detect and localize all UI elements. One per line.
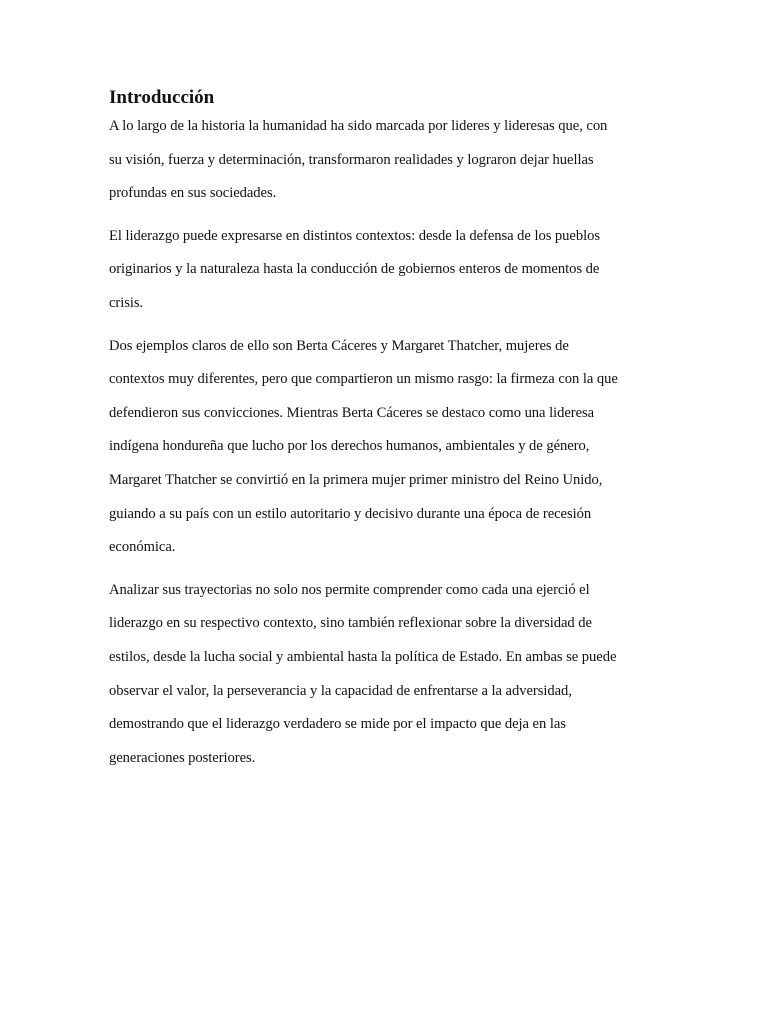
- paragraph-4: [109, 574, 661, 776]
- text-line: defendieron sus convicciones. Mientras Berta Cáceres se destaco como una lideresa: [109, 404, 595, 421]
- document-title: Introducción: [109, 87, 215, 108]
- text-line: indígena hondureña que lucho por los derechos humanos, ambientales y de género,: [109, 438, 590, 455]
- text-line: guiando a su país con un estilo autoritario y decisivo durante una época de recesión: [109, 505, 592, 522]
- text-line: Margaret Thatcher se convirtió en la primera mujer primer ministro del Reino Unido,: [109, 471, 603, 488]
- text-line: originarios y la naturaleza hasta la conducción de gobiernos enteros de momentos de: [109, 261, 600, 278]
- text-line: crisis.: [109, 294, 144, 311]
- paragraph-2: [109, 220, 661, 321]
- text-line: Analizar sus trayectorias no solo nos permite comprender como cada una ejerció el: [109, 581, 590, 598]
- text-line: liderazgo en su respectivo contexto, sino también reflexionar sobre la diversidad de: [109, 615, 592, 632]
- paragraph-3: [109, 330, 661, 565]
- text-line: generaciones posteriores.: [109, 749, 256, 766]
- text-line: El liderazgo puede expresarse en distintos contextos: desde la defensa de los pueblos: [109, 227, 600, 244]
- paragraph-1: [109, 110, 661, 211]
- text-line: estilos, desde la lucha social y ambiental hasta la política de Estado. En ambas se puede: [109, 648, 617, 665]
- document-content: [109, 86, 661, 784]
- text-line: observar el valor, la perseverancia y la capacidad de enfrentarse a la adversidad,: [109, 682, 572, 699]
- text-line: su visión, fuerza y determinación, transformaron realidades y lograron dejar huellas: [109, 151, 594, 168]
- text-line: profundas en sus sociedades.: [109, 185, 277, 202]
- text-line: demostrando que el liderazgo verdadero se mide por el impacto que deja en las: [109, 716, 566, 733]
- text-line: económica.: [109, 539, 176, 556]
- text-line: Dos ejemplos claros de ello son Berta Cáceres y Margaret Thatcher, mujeres de: [109, 337, 569, 354]
- text-line: contextos muy diferentes, pero que compartieron un mismo rasgo: la firmeza con la que: [109, 371, 618, 388]
- text-line: A lo largo de la historia la humanidad ha sido marcada por lideres y lideresas que, con: [109, 118, 608, 134]
